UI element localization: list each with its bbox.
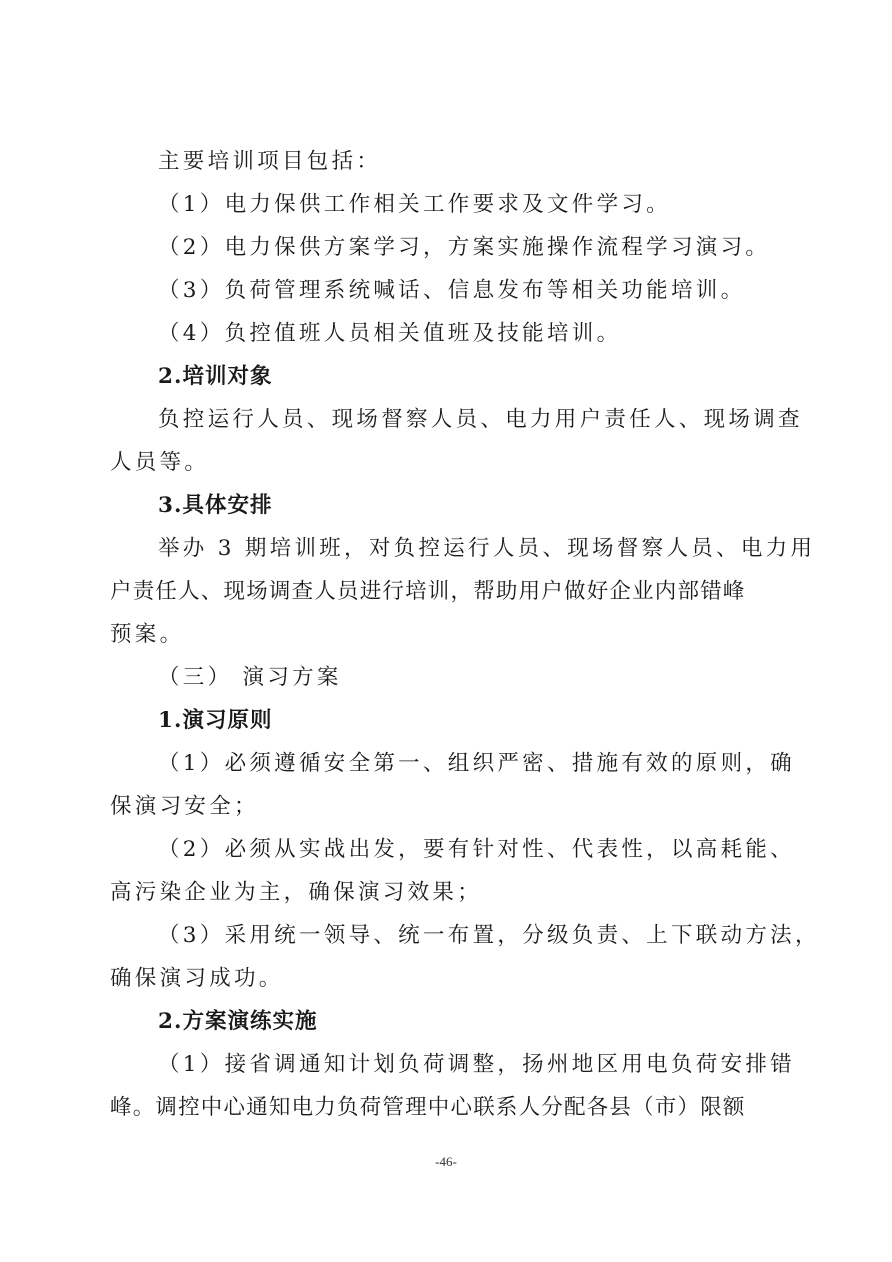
list-item: （1）必须遵循安全第一、组织严密、措施有效的原则，确 bbox=[158, 751, 795, 776]
page-number: -46- bbox=[435, 1154, 457, 1169]
section-heading: 2.培训对象 bbox=[158, 364, 273, 389]
list-item: （3）负荷管理系统喊话、信息发布等相关功能培训。 bbox=[158, 278, 746, 303]
paragraph-line: 峰。调控中心通知电力负荷管理中心联系人分配各县（市）限额 bbox=[110, 1095, 746, 1120]
list-item: （2）电力保供方案学习，方案实施操作流程学习演习。 bbox=[158, 235, 771, 260]
list-item: （1）电力保供工作相关工作要求及文件学习。 bbox=[158, 192, 671, 217]
section-heading: 1.演习原则 bbox=[158, 708, 273, 733]
section-heading: 2.方案演练实施 bbox=[158, 1009, 318, 1034]
paragraph-line: 高污染企业为主，确保演习效果； bbox=[110, 880, 483, 905]
list-item: （3）采用统一领导、统一布置，分级负责、上下联动方法， bbox=[158, 923, 820, 948]
list-item: （1）接省调通知计划负荷调整，扬州地区用电负荷安排错 bbox=[158, 1052, 795, 1077]
paragraph-line: 保演习安全； bbox=[110, 794, 259, 819]
list-item: （4）负控值班人员相关值班及技能培训。 bbox=[158, 321, 622, 346]
paragraph-line: 主要培训项目包括： bbox=[158, 149, 382, 174]
paragraph-line: 人员等。 bbox=[110, 450, 210, 475]
document-body bbox=[110, 140, 820, 1129]
list-item: （2）必须从实战出发，要有针对性、代表性，以高耗能、 bbox=[158, 837, 795, 862]
subsection-heading: （三） 演习方案 bbox=[158, 665, 342, 690]
paragraph-line: 确保演习成功。 bbox=[110, 966, 284, 991]
paragraph-line: 举办 3 期培训班，对负控运行人员、现场督察人员、电力用 bbox=[158, 536, 816, 561]
paragraph-line: 预案。 bbox=[110, 622, 185, 647]
paragraph-line: 负控运行人员、现场督察人员、电力用户责任人、现场调查 bbox=[158, 407, 803, 432]
section-heading: 3.具体安排 bbox=[158, 493, 273, 518]
paragraph-line: 户责任人、现场调查人员进行培训，帮助用户做好企业内部错峰 bbox=[110, 579, 746, 604]
